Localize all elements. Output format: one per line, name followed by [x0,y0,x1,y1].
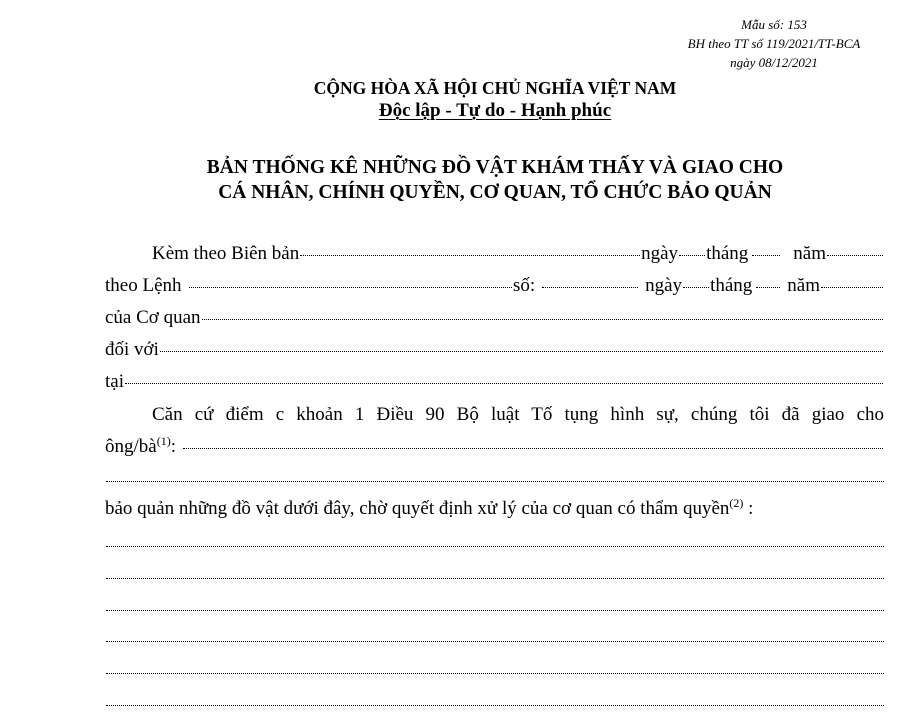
attached-record-label: Kèm theo Biên bản [152,243,300,264]
year-label: năm [793,243,826,264]
issued-date: ngày 08/12/2021 [730,55,818,70]
attached-record-field[interactable] [300,254,640,256]
day-label: ngày [641,243,679,264]
recipient-field-continued[interactable] [106,481,884,482]
location-label: tại [105,371,124,392]
form-reference [654,15,894,72]
month-label: tháng [710,275,753,296]
recipient-field[interactable] [183,447,883,449]
location-field[interactable] [125,382,883,384]
day-field[interactable] [683,286,709,288]
month-field[interactable] [752,254,780,256]
item-line-3[interactable] [106,610,884,611]
order-field[interactable] [189,286,512,288]
agency-field[interactable] [202,318,883,320]
year-field[interactable] [827,254,883,256]
against-row [105,338,884,362]
year-label: năm [787,275,820,296]
recipient-row [105,435,884,459]
document-title-line-1: BẢN THỐNG KÊ NHỮNG ĐỒ VẬT KHÁM THẤY VÀ GIAO CHO [206,157,784,178]
month-label: tháng [706,243,749,264]
custody-row [105,497,884,521]
day-field[interactable] [679,254,705,256]
custody-text: bảo quản những đồ vật dưới đây, chờ quyết định xử lý của cơ quan có thẩm quyền$^{(2)}$ : [105,496,754,519]
item-line-5[interactable] [106,673,884,674]
issued-under: BH theo TT số 119/2021/TT-BCA [687,36,861,51]
attached-record-row [105,242,884,266]
legal-basis-text: Căn cứ điểm c khoản 1 Điều 90 Bộ luật Tố tụng hình sự, chúng tôi đã giao cho [152,404,884,425]
day-label: ngày [645,275,683,296]
location-row [105,370,884,394]
item-line-6[interactable] [106,705,884,706]
order-label: theo Lệnh [105,275,182,296]
agency-label: của Cơ quan [105,307,201,328]
order-row [105,274,884,298]
national-name: CỘNG HÒA XÃ HỘI CHỦ NGHĨA VIỆT NAM [313,78,677,98]
recipient-label: ông/$bà^{(1)}$: [105,434,176,457]
form-number: Mẫu số: 153 [741,17,807,32]
agency-row [105,306,884,330]
number-label: số: [512,275,536,296]
document-title-line-2: CÁ NHÂN, CHÍNH QUYỀN, CƠ QUAN, TỔ CHỨC BẢO QUẢN [218,182,772,203]
national-motto: Độc lập - Tự do - Hạnh phúc [378,100,612,121]
motto-container [0,99,922,123]
item-line-2[interactable] [106,578,884,579]
year-field[interactable] [821,286,883,288]
item-line-1[interactable] [106,546,884,547]
item-line-4[interactable] [106,641,884,642]
footnote-1: (1) [156,434,171,448]
footnote-2: (2) [729,496,744,510]
against-field[interactable] [160,350,883,352]
against-label: đối với [105,339,159,360]
month-field[interactable] [756,286,780,288]
number-field[interactable] [542,286,638,288]
